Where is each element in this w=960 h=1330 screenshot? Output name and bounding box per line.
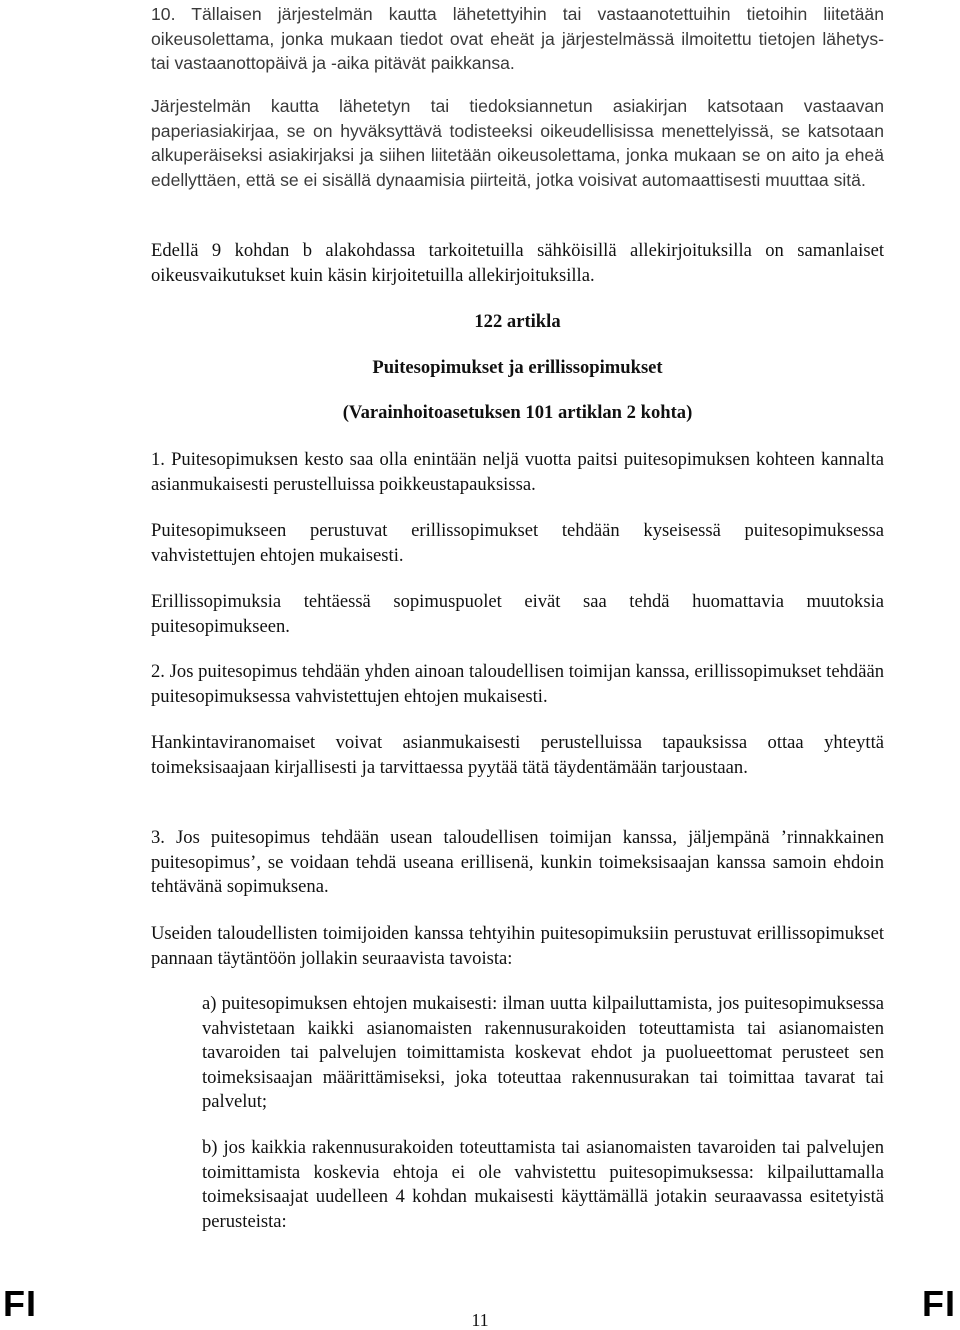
paragraph-document-validity: Järjestelmän kautta lähetetyn tai tiedoksiannetun asiakirjan katsotaan vastaavan paperiasiakirjaa, se on hyväksyttävä todisteeksi oikeudellisissa menettelyissä, se katsotaan alkuperäiseksi asiakirjaksi ja siihen liitetään oikeusolettama, jonka mukaan se on aito ja eheä edellyttäen, että se ei sisällä dynaamisia piirteitä, jotka voisivat automaattisesti muuttaa sitä. [151,96,884,190]
paragraph-electronic-signatures: Edellä 9 kohdan b alakohdassa tarkoitetuilla sähköisillä allekirjoituksilla on samanlaiset oikeusvaikutukset kuin käsin kirjoitetuilla allekirjoituksilla. [151,240,884,286]
list-item-a: a) puitesopimuksen ehtojen mukaisesti: ilman uutta kilpailuttamista, jos puitesopimuksessa vahvistetaan kaikki asianomaisten rakennusurakoiden toteuttamista tai asianomaisten tavaroiden tai palvelujen toimittamista koskevat ehdot ja puolueettomat perusteet sen toimeksisaajan määrittämiseksi, joka toteuttaa rakennusurakan tai toimittaa tavarat tai palvelut; [202,993,884,1112]
paragraph-implementation-methods: Useiden taloudellisten toimijoiden kanssa tehtyihin puitesopimuksiin perustuvat erillissopimukset pannaan täytäntöön jollakin seuraavista tavoista: [151,923,884,969]
paragraph-contracting-authorities: Hankintaviranomaiset voivat asianmukaisesti perustelluissa tapauksissa ottaa yhteyttä toimeksisaajaan kirjallisesti ja tarvittaessa pyytää tätä täydentämään tarjoustaan. [151,732,884,778]
article-number-heading: 122 artikla [474,311,561,332]
article-reference-heading: (Varainhoitoasetuksen 101 artiklan 2 kohta) [342,402,693,423]
list-item-b: b) jos kaikkia rakennusurakoiden toteuttamista tai asianomaisten tavaroiden tai palvelujen toimittamista koskevia ehtoja ei ole vahvistettu puitesopimuksessa: kilpailuttamalla toimeksisaajat uudelleen 4 kohdan mukaisesti käyttämällä jotakin seuraavassa esitetyistä perusteista: [202,1137,884,1232]
paragraph-1-duration: 1. Puitesopimuksen kesto saa olla enintään neljä vuotta paitsi puitesopimuksen kohteen kannalta asianmukaisesti perustelluissa poikkeustapauksissa. [151,449,884,495]
paragraph-10-transmission: 10. Tällaisen järjestelmän kautta lähetettyihin tai vastaanotettuihin tietoihin liitetään oikeusolettama, jonka mukaan tiedot ovat eheät ja järjestelmässä ilmoitettu tietojen lähetys- tai vastaanottopäivä ja -aika pitävät paikkansa. [151,4,884,73]
footer-language-left: FI [3,1283,37,1324]
paragraph-specific-contracts: Puitesopimukseen perustuvat erillissopimukset tehdään kyseisessä puitesopimuksessa vahvistettujen ehtojen mukaisesti. [151,520,884,566]
page-number: 11 [471,1310,489,1330]
article-title-heading: Puitesopimukset ja erillissopimukset [372,357,663,378]
paragraph-2-single-operator: 2. Jos puitesopimus tehdään yhden ainoan taloudellisen toimijan kanssa, erillissopimukset tehdään puitesopimuksessa vahvistettujen ehtojen mukaisesti. [151,661,884,707]
paragraph-no-modifications: Erillissopimuksia tehtäessä sopimuspuolet eivät saa tehdä huomattavia muutoksia puitesopimukseen. [151,591,884,637]
footer-language-right: FI [922,1283,956,1324]
paragraph-3-multiple-operators: 3. Jos puitesopimus tehdään usean taloudellisen toimijan kanssa, jäljempänä ’rinnakkainen puitesopimus’, se voidaan tehdä useana erillisenä, kunkin toimeksisaajan kanssa samoin ehdoin tehtävänä sopimuksena. [151,827,884,897]
